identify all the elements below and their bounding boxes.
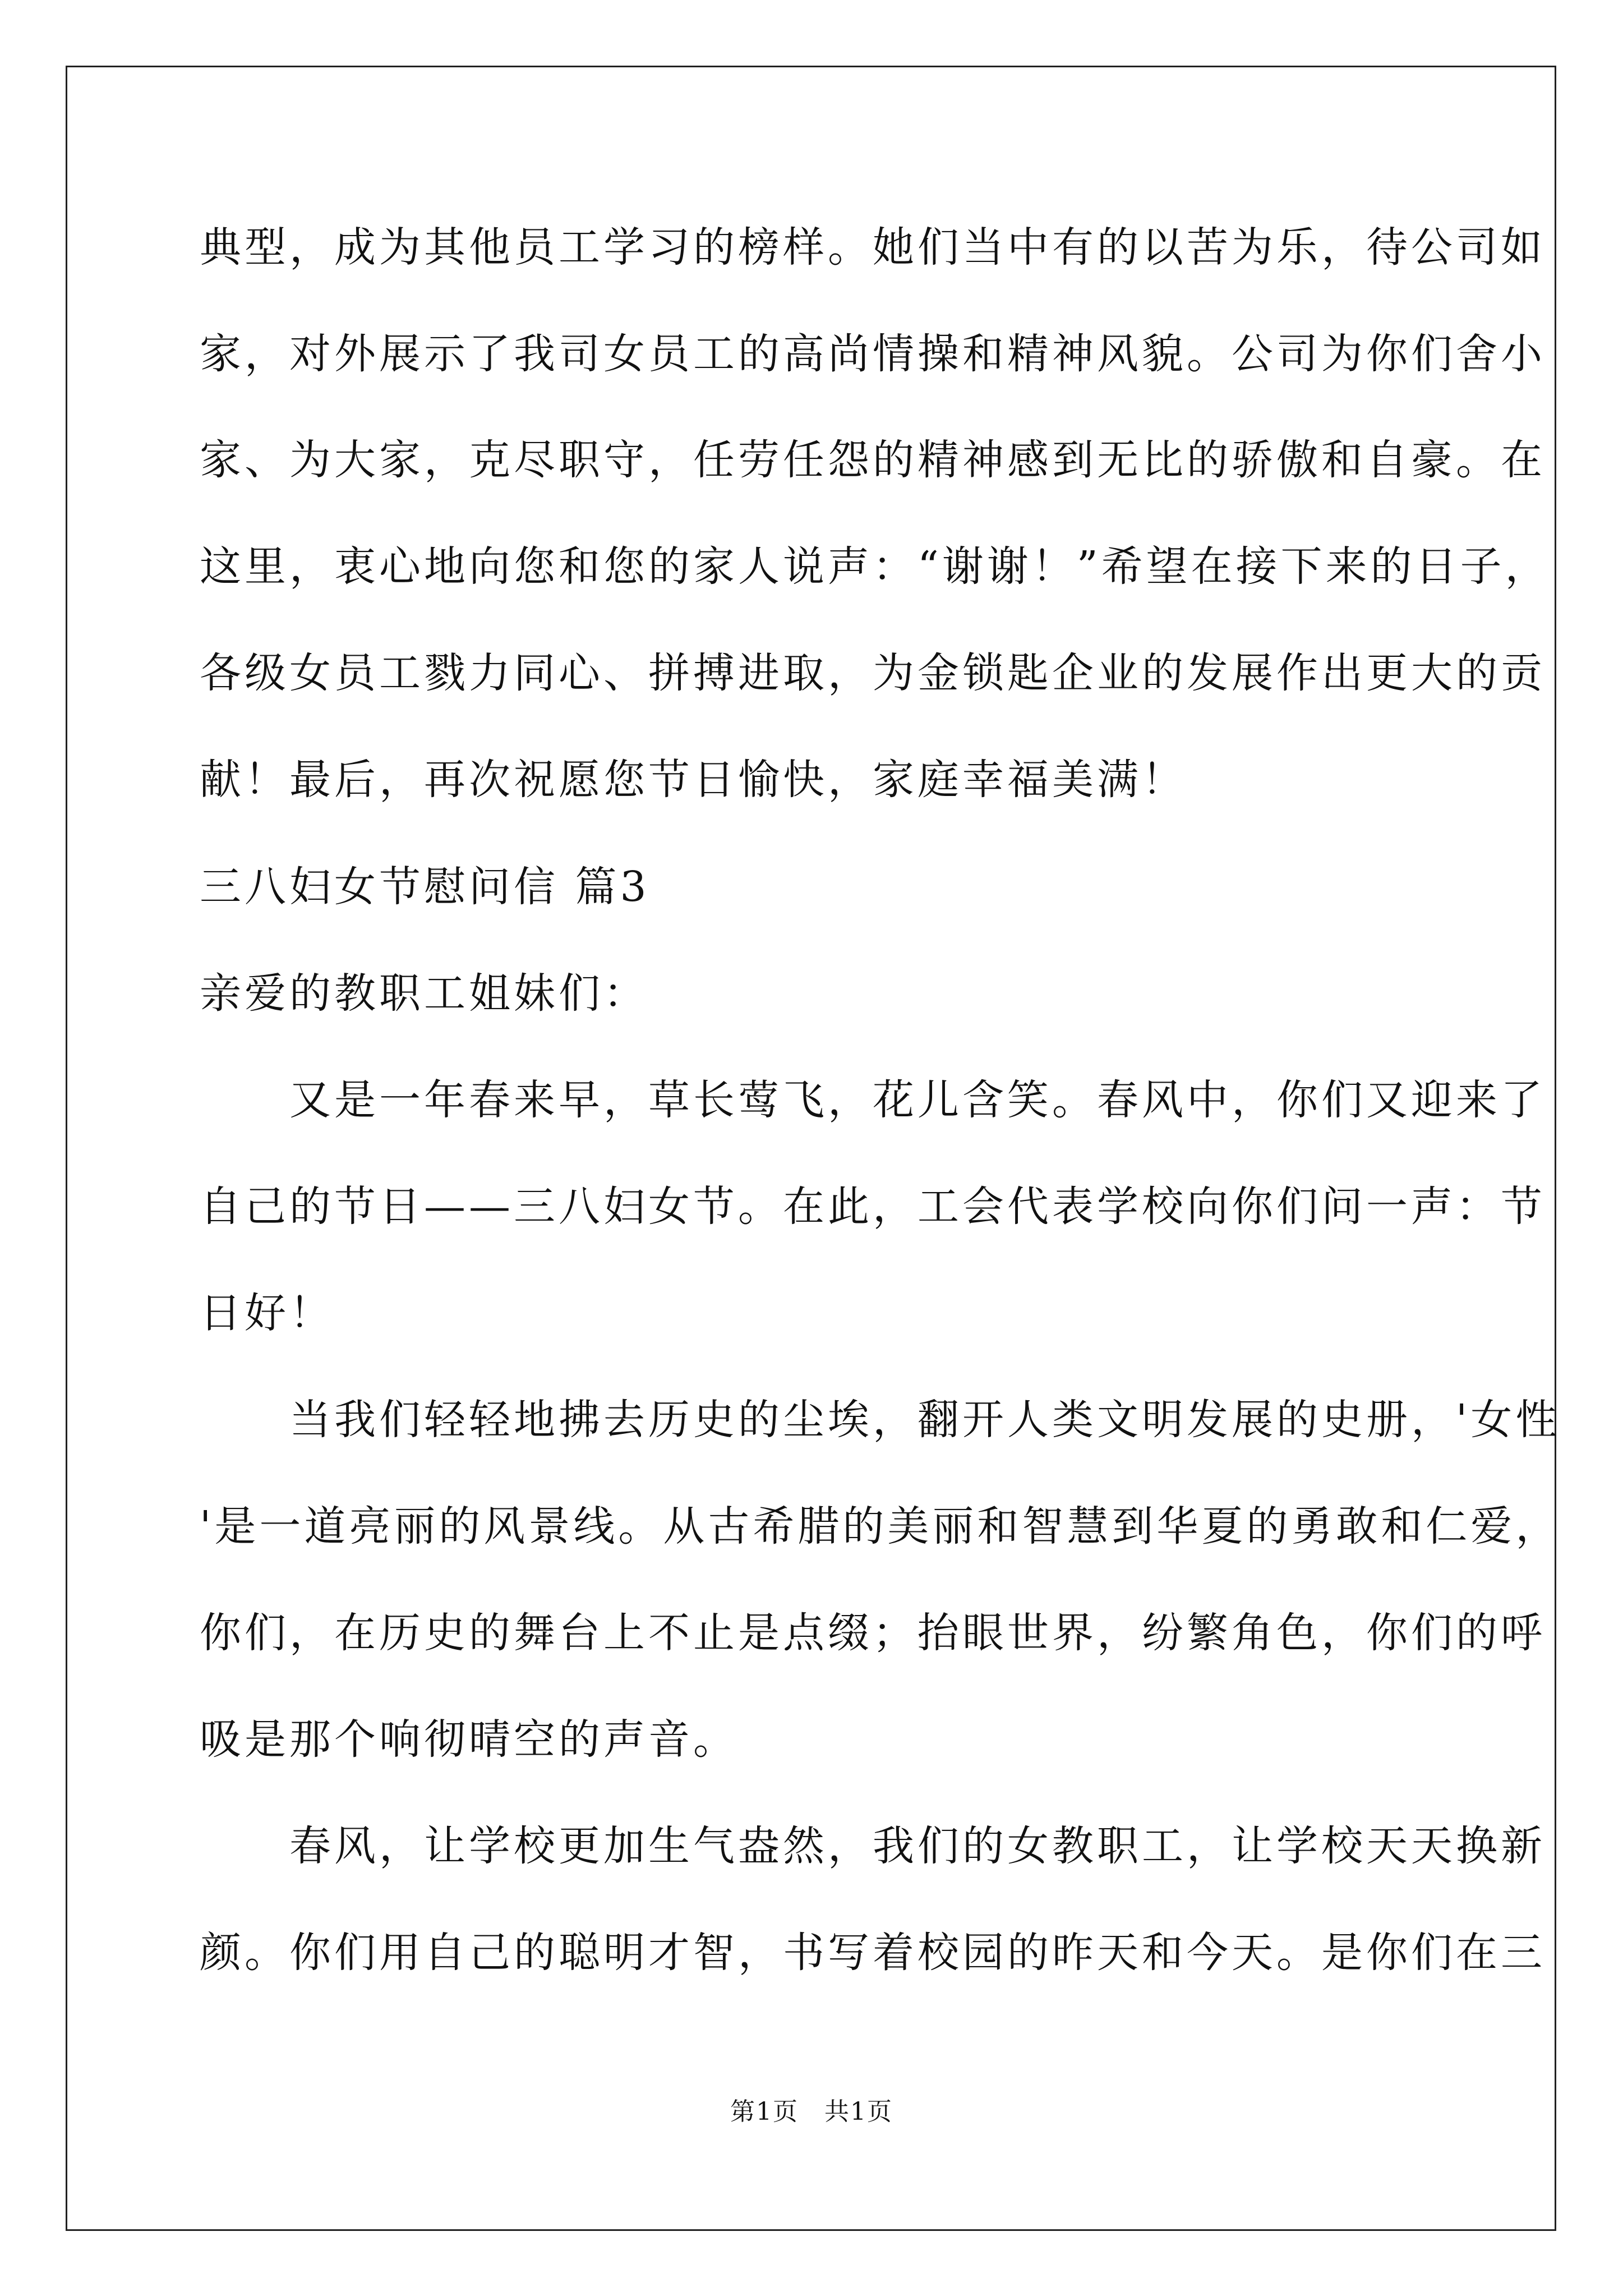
paragraph-line: 家，对外展示了我司女员工的高尚情操和精神风貌。公司为你们舍小 <box>200 330 1546 378</box>
paragraph-line: 春风，让学校更加生气盎然，我们的女教职工，让学校天天换新 <box>200 1822 1546 1870</box>
paragraph-line: 又是一年春来早，草长莺飞，花儿含笑。春风中，你们又迎来了 <box>200 1076 1546 1124</box>
salutation: 亲爱的教职工姐妹们： <box>200 969 648 1018</box>
paragraph-line: 自己的节日——三八妇女节。在此，工会代表学校向你们问一声：节 <box>200 1182 1546 1231</box>
paragraph-line: 吸是那个响彻晴空的声音。 <box>200 1715 738 1764</box>
paragraph-line: 献！最后，再次祝愿您节日愉快，家庭幸福美满！ <box>200 756 1187 804</box>
page-border <box>66 66 1556 2231</box>
section-heading: 三八妇女节慰问信 篇3 <box>200 863 650 911</box>
paragraph-line: 家、为大家，克尽职守，任劳任怨的精神感到无比的骄傲和自豪。在 <box>200 436 1546 484</box>
page-footer: 第1页 共1页 <box>730 2097 893 2126</box>
paragraph-line: '是一道亮丽的风景线。从古希腊的美丽和智慧到华夏的勇敢和仁爱， <box>200 1502 1561 1550</box>
paragraph-line: 颜。你们用自己的聪明才智，书写着校园的昨天和今天。是你们在三 <box>200 1929 1546 1977</box>
paragraph-line: 当我们轻轻地拂去历史的尘埃，翻开人类文明发展的史册，'女性 <box>200 1396 1561 1444</box>
paragraph-line: 这里，衷心地向您和您的家人说声：“谢谢！”希望在接下来的日子， <box>200 542 1550 591</box>
paragraph-line: 日好！ <box>200 1289 334 1337</box>
paragraph-line: 典型，成为其他员工学习的榜样。她们当中有的以苦为乐，待公司如 <box>200 223 1546 272</box>
paragraph-line: 各级女员工戮力同心、拼搏进取，为金锁匙企业的发展作出更大的贡 <box>200 649 1546 697</box>
paragraph-line: 你们，在历史的舞台上不止是点缀；抬眼世界，纷繁角色，你们的呼 <box>200 1609 1546 1657</box>
